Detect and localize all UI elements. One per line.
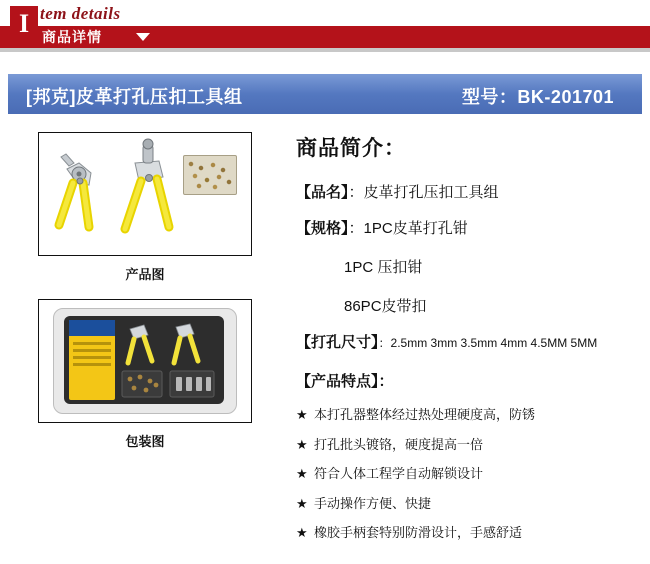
- feature-item: [296, 496, 644, 512]
- header-chinese-title: 商品详情: [42, 29, 102, 45]
- header-english-title: tem details: [40, 4, 121, 23]
- spec-hole-size-label: 【打孔尺寸】: [296, 334, 379, 351]
- spec-hole-size-value: ：2.5mm 3mm 3.5mm 4mm 4.5MM 5MM: [378, 336, 598, 350]
- spec-hole-size-row: [296, 334, 644, 352]
- header-gray-underline: [0, 48, 650, 52]
- page-title: [邦克]皮革打孔压扣工具组: [26, 87, 243, 107]
- features-label: 【产品特点】：: [296, 373, 394, 390]
- star-icon: ★: [296, 466, 308, 482]
- feature-text: 符合人体工程学自动解锁设计: [314, 466, 484, 482]
- spec-extra-item-1: 1PC 压扣钳: [344, 259, 423, 276]
- product-model: 型号：BK-201701: [461, 87, 614, 107]
- package-box-inner: [64, 316, 224, 404]
- package-box-outer: [53, 308, 237, 414]
- spec-name-row: [296, 184, 644, 202]
- star-icon: ★: [296, 525, 308, 541]
- star-icon: ★: [296, 407, 308, 422]
- feature-item: [296, 525, 644, 541]
- feature-text: 本打孔器整体经过热处理硬度高，防锈: [314, 407, 536, 422]
- triangle-down-icon: [136, 33, 150, 41]
- product-photo-caption: 产品图: [125, 267, 165, 282]
- product-photo: [38, 132, 252, 256]
- spec-spec-value: ：1PC皮革打孔钳: [348, 220, 468, 237]
- package-contents-illustration: [118, 319, 222, 403]
- feature-item: [296, 466, 644, 482]
- page-header: [0, 0, 650, 52]
- rivet-bag-image: [183, 155, 237, 195]
- spec-spec-label: 【规格】: [296, 220, 349, 237]
- detail-column: [296, 132, 644, 555]
- spec-model-row: [296, 220, 644, 238]
- feature-text: 打孔批头镀铬，硬度提高一倍: [314, 436, 484, 452]
- star-icon: ★: [296, 495, 308, 511]
- spec-name-label: 【品名】: [296, 184, 349, 201]
- section-title: 商品简介：: [296, 137, 406, 160]
- star-icon: ★: [296, 436, 308, 452]
- image-column: [38, 132, 260, 450]
- package-label-header: [69, 320, 115, 336]
- header-badge-letter: I: [10, 6, 38, 42]
- package-label-lines: [73, 342, 111, 345]
- spec-name-value: ：皮革打孔压扣工具组: [348, 184, 499, 201]
- package-label-card: [69, 320, 115, 400]
- feature-item: [296, 407, 644, 423]
- spec-extra-item-2: 86PC皮带扣: [344, 298, 427, 315]
- package-photo: [38, 299, 252, 423]
- feature-text: 手动操作方便、快捷: [314, 495, 432, 511]
- package-photo-caption: 包装图: [125, 434, 165, 449]
- product-title-bar: [8, 74, 642, 114]
- feature-item: [296, 437, 644, 453]
- feature-text: 橡胶手柄套特别防滑设计，手感舒适: [314, 525, 523, 541]
